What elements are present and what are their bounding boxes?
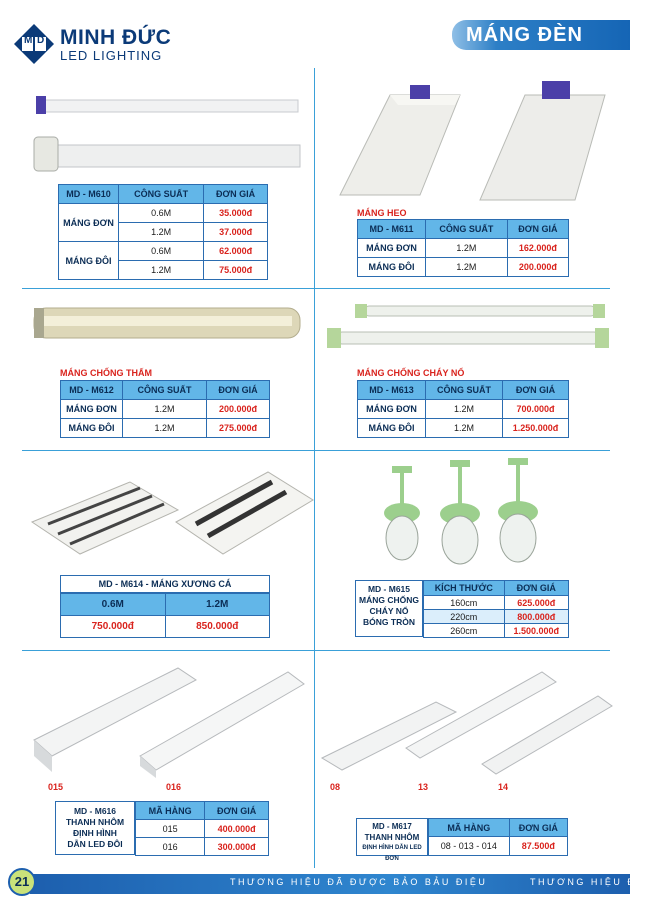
column-header: ĐƠN GIÁ (507, 220, 568, 239)
m611-code: MD - M611 (358, 220, 426, 239)
m616-price-table (135, 801, 269, 856)
logo-letter-m: M (24, 35, 33, 46)
m613-caption: MÁNG CHỐNG CHÁY NỔ (357, 368, 465, 378)
power-cell: 1.2M (426, 258, 508, 277)
row-label: MÁNG ĐƠN (61, 400, 123, 419)
price-cell: 37.000đ (204, 223, 268, 242)
price-cell: 1.500.000đ (504, 624, 568, 638)
row-label: MÁNG ĐƠN (59, 204, 119, 242)
column-header: CÔNG SUẤT (426, 220, 508, 239)
m617-name: ĐỊNH HÌNH DẪN LED ĐƠN (362, 845, 422, 862)
size-cell: 260cm (424, 624, 505, 638)
price-cell: 1.250.000đ (503, 419, 569, 438)
brand-subtitle: LED LIGHTING (60, 48, 163, 63)
m612-code: MD - M612 (61, 381, 123, 400)
m617-aluminium-profile-image (316, 662, 618, 780)
price-cell: 87.500đ (509, 837, 567, 856)
column-header: CÔNG SUẤT (119, 185, 204, 204)
power-cell: 1.2M (119, 223, 204, 242)
row-label: MÁNG ĐƠN (358, 239, 426, 258)
size-cell: 220cm (424, 610, 505, 624)
m611-price-table (357, 219, 569, 277)
brand-logo-icon (14, 24, 54, 64)
price-cell: 62.000đ (204, 242, 268, 261)
price-cell: 700.000đ (503, 400, 569, 419)
footer-slogan: THƯƠNG HIỆU ĐÃ ĐƯỢC BẢO BẢU ĐIỆU (230, 877, 488, 887)
price-cell: 300.000đ (205, 838, 269, 856)
power-cell: 1.2M (123, 419, 207, 438)
divider (22, 450, 610, 451)
brand-name: MINH ĐỨC (60, 26, 172, 49)
price-cell: 625.000đ (504, 596, 568, 610)
column-header: ĐƠN GIÁ (205, 802, 269, 820)
power-cell: 1.2M (426, 239, 508, 258)
size-header: 0.6M (61, 594, 166, 616)
row-label: MÁNG ĐÔI (61, 419, 123, 438)
code-cell: 015 (136, 820, 205, 838)
m610-price-table (58, 184, 268, 280)
m615-name: MÁNG CHỐNG (359, 595, 419, 605)
page-header (0, 0, 630, 70)
power-cell: 1.2M (123, 400, 207, 419)
page-title: MÁNG ĐÈN (466, 24, 583, 46)
m617-model-number: 08 (330, 782, 341, 792)
m615-name: CHÁY NỔ (369, 606, 409, 616)
m612-price-table (60, 380, 270, 438)
m611-reflector-image (330, 75, 620, 205)
m616-label-box (55, 801, 135, 855)
m616-name: DẪN LED ĐÔI (67, 839, 123, 849)
m617-code: MD - M617 (372, 822, 412, 831)
page-footer (0, 866, 666, 900)
code-cell: 08 - 013 - 014 (429, 837, 510, 856)
price-cell: 35.000đ (204, 204, 268, 223)
row-label: MÁNG ĐÔI (358, 258, 426, 277)
column-header: CÔNG SUẤT (426, 381, 503, 400)
m615-code: MD - M615 (367, 584, 411, 594)
m610-code: MD - M610 (59, 185, 119, 204)
size-cell: 160cm (424, 596, 505, 610)
power-cell: 1.2M (426, 419, 503, 438)
m615-price-table (423, 580, 569, 638)
m617-label-box (356, 818, 428, 862)
column-header: KÍCH THƯỚC (424, 581, 505, 596)
divider (314, 68, 315, 868)
m617-model-number: 14 (498, 782, 509, 792)
m613-explosion-proof-image (325, 298, 620, 356)
column-header: MÃ HÀNG (136, 802, 205, 820)
m614-price-table (60, 593, 270, 638)
m613-price-table (357, 380, 569, 438)
m616-model-number: 016 (166, 782, 182, 792)
column-header: ĐƠN GIÁ (509, 819, 567, 837)
m610-batten-image (30, 90, 300, 175)
power-cell: 1.2M (119, 261, 204, 280)
price-cell: 750.000đ (61, 616, 166, 638)
price-cell: 800.000đ (504, 610, 568, 624)
price-cell: 200.000đ (207, 400, 270, 419)
m612-waterproof-image (30, 300, 305, 350)
m612-caption: MÁNG CHỐNG THẤM (60, 368, 152, 378)
column-header: MÃ HÀNG (429, 819, 510, 837)
m614-title: MD - M614 - MÁNG XƯƠNG CÁ (60, 575, 270, 593)
price-cell: 275.000đ (207, 419, 270, 438)
m617-price-table (428, 818, 568, 856)
power-cell: 0.6M (119, 204, 204, 223)
m615-name: BÓNG TRÒN (363, 617, 415, 627)
m616-name: THANH NHÔM (65, 817, 125, 827)
m615-pendant-lamp-image (360, 458, 560, 573)
row-label: MÁNG ĐÔI (59, 242, 119, 280)
row-label: MÁNG ĐÔI (358, 419, 426, 438)
price-cell: 162.000đ (507, 239, 568, 258)
price-cell: 400.000đ (205, 820, 269, 838)
column-header: ĐƠN GIÁ (207, 381, 270, 400)
m617-model-number: 13 (418, 782, 429, 792)
code-cell: 016 (136, 838, 205, 856)
footer-bar (30, 874, 666, 894)
column-header: ĐƠN GIÁ (504, 581, 568, 596)
m616-model-number: 015 (48, 782, 64, 792)
power-cell: 0.6M (119, 242, 204, 261)
m616-name: ĐỊNH HÌNH (73, 828, 117, 838)
m616-aluminium-profile-image (28, 660, 310, 780)
size-header: 1.2M (165, 594, 270, 616)
price-cell: 850.000đ (165, 616, 270, 638)
m611-caption: MÁNG HEO (357, 208, 407, 218)
m615-label-box (355, 580, 423, 637)
divider (22, 288, 610, 289)
price-cell: 75.000đ (204, 261, 268, 280)
m613-code: MD - M613 (358, 381, 426, 400)
column-header: ĐƠN GIÁ (503, 381, 569, 400)
row-label: MÁNG ĐƠN (358, 400, 426, 419)
page-number: 21 (8, 868, 36, 896)
m616-code: MD - M616 (73, 806, 117, 816)
price-cell: 200.000đ (507, 258, 568, 277)
column-header: CÔNG SUẤT (123, 381, 207, 400)
page-title-banner (452, 20, 630, 50)
logo-letter-d: D (37, 35, 45, 46)
column-header: ĐƠN GIÁ (204, 185, 268, 204)
m614-louver-image (28, 462, 308, 562)
power-cell: 1.2M (426, 400, 503, 419)
divider (22, 650, 610, 651)
footer-slogan-tail: THƯƠNG HIỆU ĐƯỢC (530, 877, 666, 887)
m617-name: THANH NHÔM (364, 833, 420, 842)
